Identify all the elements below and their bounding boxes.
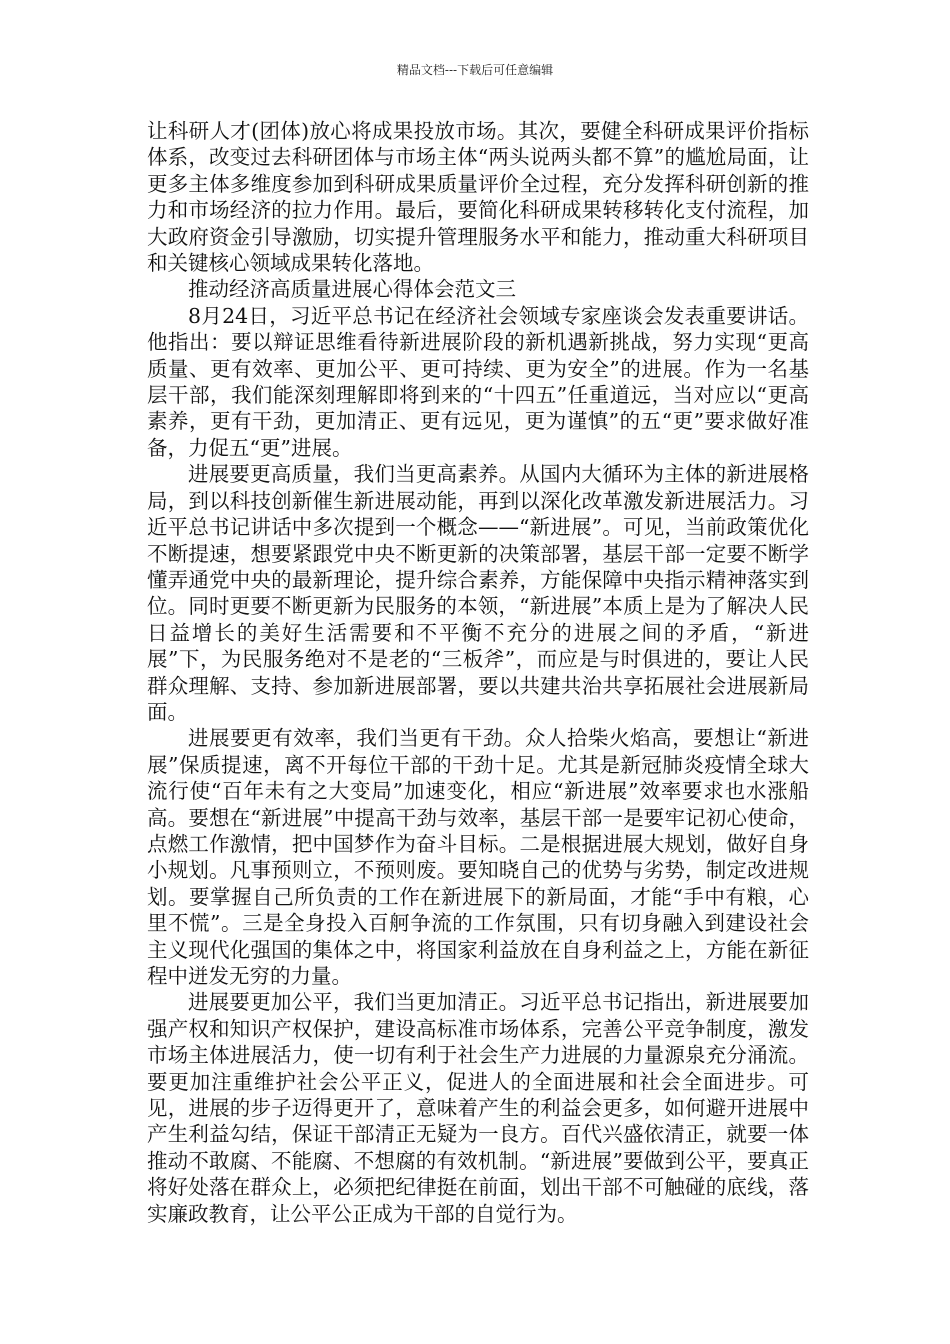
section-heading: 推动经济高质量进展心得体会范文三 [188,277,516,302]
body-paragraph-2: 进展要更高质量，我们当更高素养。从国内大循环为主体的新进展格局，到以科技创新催生新进展动能，再到以深化改革激发新进展活力。习近平总书记讲话中多次提到一个概念——“新进展”。可见，当前政策优化不断提速，想要紧跟党中央不断更新的决策部署，基层干部一定要不断学懂弄通党中央的最新理论，提升综合素养，方能保障中央指示精神落实到位。同时更要不断更新为民服务的本领，“新进展”本质上是为了解决人民日益增长的美好生活需要和不平衡不充分的进展之间的矛盾，“新进展”下，为民服务绝对不是老的“三板斧”，而应是与时俱进的，要让人民群众理解、支持、参加新进展部署，要以共建共治共享拓展社会进展新局面。 [147,462,809,724]
intro-paragraph: 让科研人才(团体)放心将成果投放市场。其次，要健全科研成果评价指标体系，改变过去科研团体与市场主体“两头说两头都不算”的尴尬局面，让更多主体多维度参加到科研成果质量评价全过程，充分发挥科研创新的推力和市场经济的拉力作用。最后，要简化科研成果转移转化支付流程，加大政府资金引导激励，切实提升管理服务水平和能力，推动重大科研项目和关键核心领域成果转化落地。 [147,119,809,276]
document-body [147,118,809,1227]
body-paragraph-1: 8月24日，习近平总书记在经济社会领域专家座谈会发表重要讲话。他指出：要以辩证思维看待新进展阶段的新机遇新挑战，努力实现“更高质量、更有效率、更加公平、更可持续、更为安全”的进展。作为一名基层干部，我们能深刻理解即将到来的“十四五”任重道远，当对应以“更高素养，更有干劲，更加清正、更有远见，更为谨慎”的五“更”要求做好准备，力促五“更”进展。 [147,303,809,460]
page-header: 精品文档---下载后可任意编辑 [396,63,554,77]
body-paragraph-3: 进展要更有效率，我们当更有干劲。众人拾柴火焰高，要想让“新进展”保质提速，离不开每位干部的干劲十足。尤其是新冠肺炎疫情全球大流行使“百年未有之大变局”加速变化，相应“新进展”效率要求也水涨船高。要想在“新进展”中提高干劲与效率，基层干部一是要牢记初心使命，点燃工作激情，把中国梦作为奋斗目标。二是根据进展大规划，做好自身小规划。凡事预则立，不预则废。要知晓自己的优势与劣势，制定改进规划。要掌握自己所负责的工作在新进展下的新局面，才能“手中有粮，心里不慌”。三是全身投入百舸争流的工作氛围，只有切身融入到建设社会主义现代化强国的集体之中，将国家利益放在自身利益之上，方能在新征程中迸发无穷的力量。 [147,726,809,988]
body-paragraph-4: 进展要更加公平，我们当更加清正。习近平总书记指出，新进展要加强产权和知识产权保护，建设高标准市场体系，完善公平竞争制度，激发市场主体进展活力，使一切有利于社会生产力进展的力量源泉充分涌流。要更加注重维护社会公平正义，促进人的全面进展和社会全面进步。可见，进展的步子迈得更开了，意味着产生的利益会更多，如何避开进展中产生利益勾结，保证干部清正无疑为一良方。百代兴盛依清正，就要一体推动不敢腐、不能腐、不想腐的有效机制。“新进展”要做到公平，要真正将好处落在群众上，必须把纪律挺在前面，划出干部不可触碰的底线，落实廉政教育，让公平公正成为干部的自觉行为。 [147,990,809,1226]
